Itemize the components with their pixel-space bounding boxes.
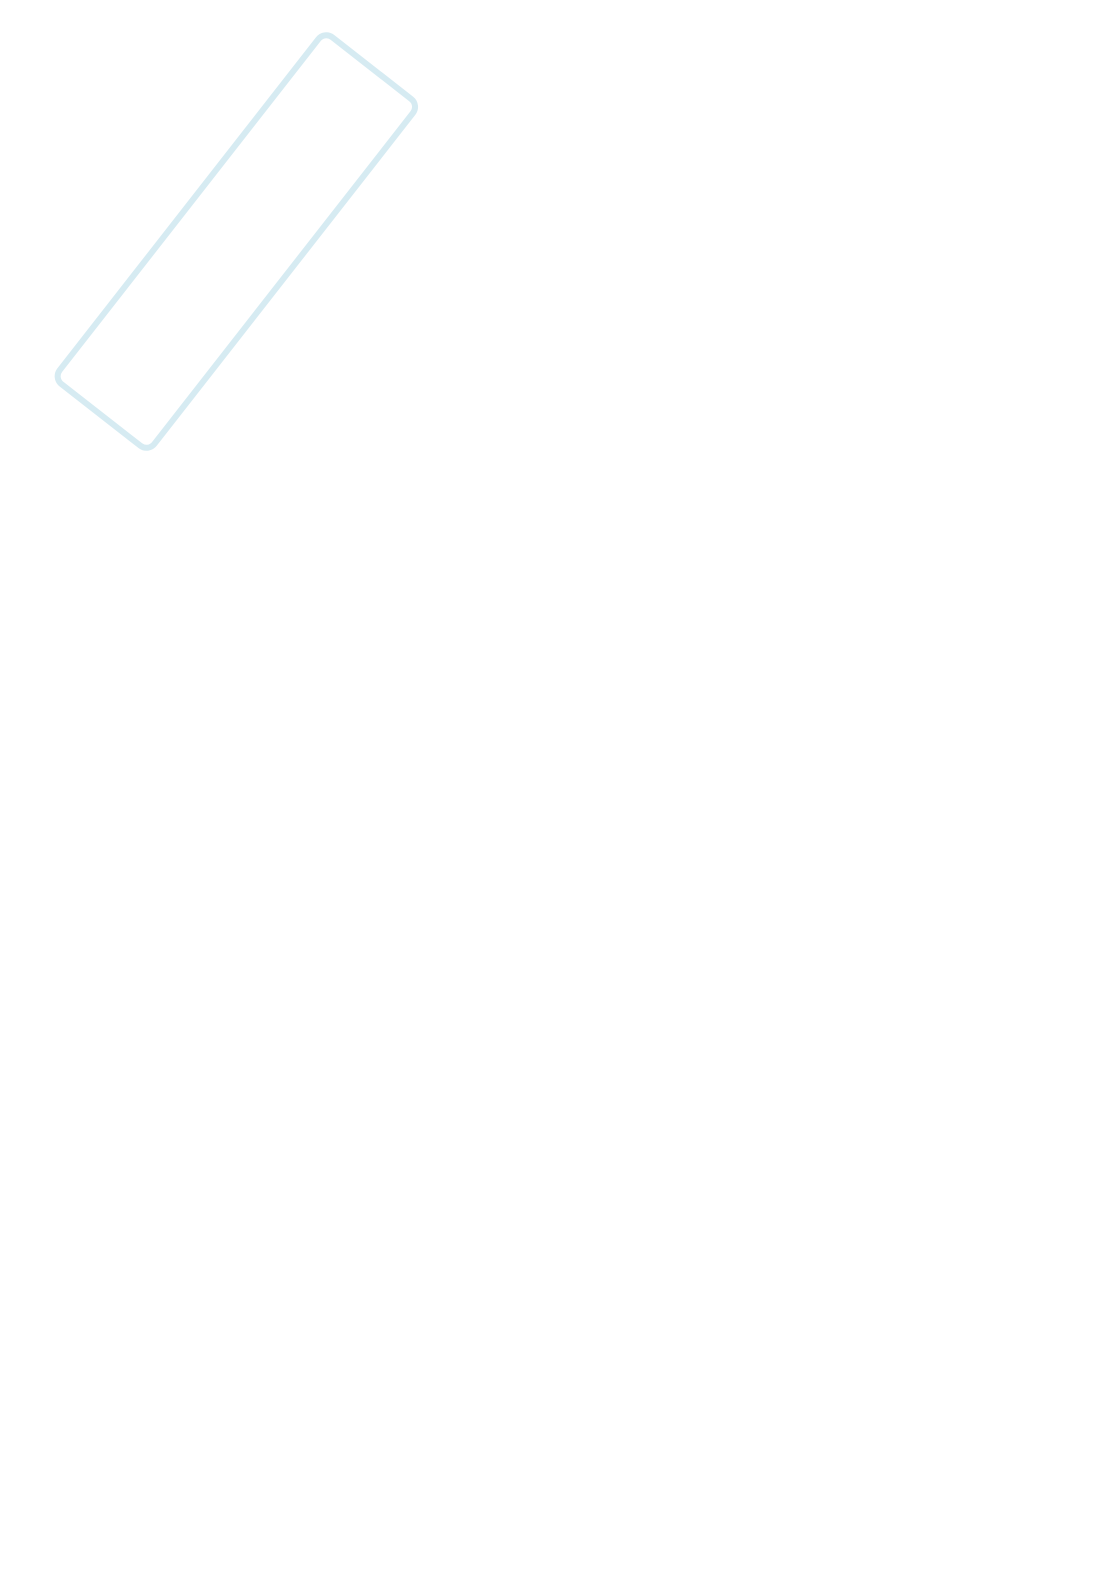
watermark-logo (20, 20, 500, 500)
page-content (136, 134, 996, 242)
